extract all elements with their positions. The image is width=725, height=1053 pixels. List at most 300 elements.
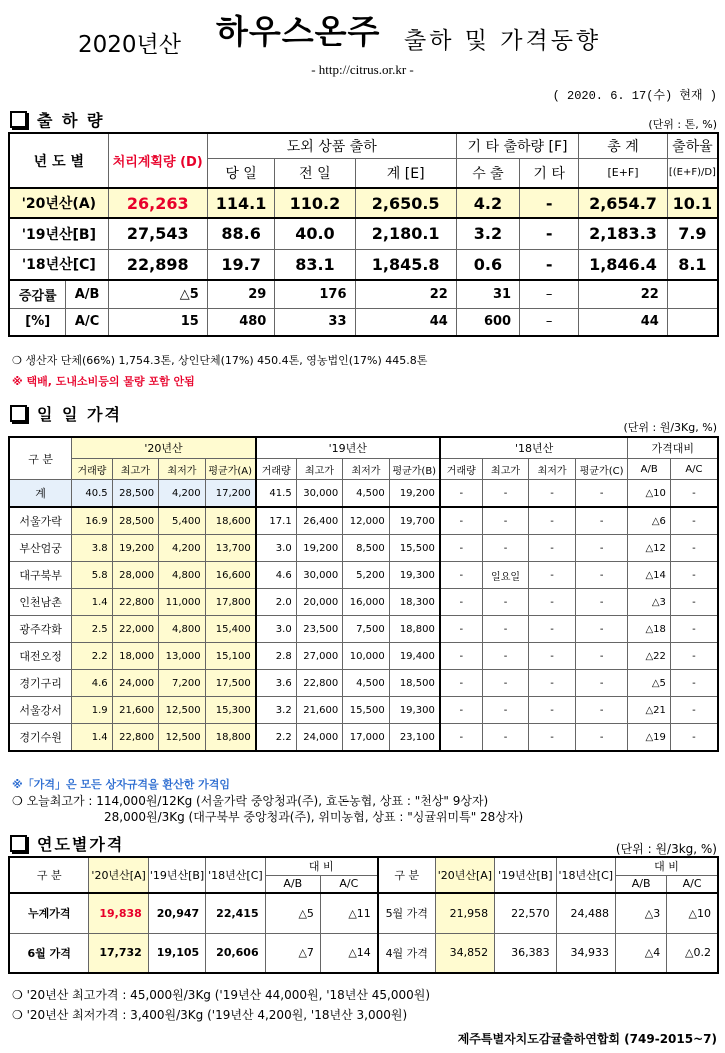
daily-note-3: 28,000원/3Kg (대구북부 중앙청과(주), 위미농협, 상표 : "싱귤위미특" 28상자) bbox=[104, 810, 524, 824]
price-cell: 4,500 bbox=[343, 480, 390, 508]
price-cell: 10,000 bbox=[343, 643, 390, 670]
section-daily-title: 일 일 가격 bbox=[10, 402, 122, 425]
price-cell: - bbox=[670, 480, 718, 508]
table-row bbox=[9, 480, 718, 508]
change-label: 증감률 bbox=[9, 280, 66, 308]
price-cell: 23,100 bbox=[389, 724, 440, 752]
change-plan: △5 bbox=[108, 280, 207, 308]
row-ab: △7 bbox=[265, 933, 320, 973]
price-cell: - bbox=[440, 480, 482, 508]
row-a-right: 34,852 bbox=[435, 933, 494, 973]
row-plan: 22,898 bbox=[108, 249, 207, 280]
header-etc: 기 타 bbox=[520, 158, 579, 188]
header-export: 수 출 bbox=[456, 158, 519, 188]
price-cell: 22,000 bbox=[112, 616, 159, 643]
row-ab-right: △3 bbox=[616, 893, 667, 933]
price-cell: - bbox=[440, 697, 482, 724]
price-cell: 15,500 bbox=[343, 697, 390, 724]
table-row bbox=[9, 507, 718, 535]
row-today: 114.1 bbox=[207, 188, 275, 218]
price-cell: 3.2 bbox=[256, 697, 296, 724]
price-cell: 19,700 bbox=[389, 507, 440, 535]
price-cell: 5,400 bbox=[159, 507, 206, 535]
price-cell: 1.4 bbox=[72, 724, 112, 752]
table-row bbox=[9, 697, 718, 724]
row-ac: △14 bbox=[320, 933, 377, 973]
subheader-cell: 평균가(B) bbox=[389, 459, 440, 480]
table-row bbox=[9, 308, 718, 336]
checkbox-icon bbox=[10, 835, 27, 852]
price-cell: 17,000 bbox=[343, 724, 390, 752]
price-cell: - bbox=[482, 480, 529, 508]
row-c: 20,606 bbox=[206, 933, 265, 973]
price-cell: △18 bbox=[628, 616, 670, 643]
price-cell: 28,500 bbox=[112, 480, 159, 508]
row-c-right: 34,933 bbox=[556, 933, 615, 973]
price-cell: - bbox=[440, 670, 482, 697]
change-today: 29 bbox=[207, 280, 275, 308]
change-label: [%] bbox=[9, 308, 66, 336]
price-cell: 22,800 bbox=[112, 724, 159, 752]
price-cell: △6 bbox=[628, 507, 670, 535]
price-cell: - bbox=[670, 562, 718, 589]
yearly-note-2: ❍ '20년산 최저가격 : 3,400원/3Kg ('19년산 4,200원, '18년산 3,000원) bbox=[12, 1008, 408, 1022]
row-total: 1,845.8 bbox=[355, 249, 456, 280]
price-cell: 15,400 bbox=[205, 616, 256, 643]
price-cell: 7,500 bbox=[343, 616, 390, 643]
table-row bbox=[9, 724, 718, 752]
price-cell: △3 bbox=[628, 589, 670, 616]
price-cell: 26,400 bbox=[296, 507, 343, 535]
header-18-right: '18년산[C] bbox=[556, 857, 615, 893]
row-name: 부산엄궁 bbox=[9, 535, 72, 562]
header-plan: 처리계획량 (D) bbox=[108, 133, 207, 188]
header-grand: 총 계 bbox=[579, 133, 668, 158]
price-cell: 30,000 bbox=[296, 480, 343, 508]
change-rate bbox=[667, 308, 718, 336]
price-cell: 16,600 bbox=[205, 562, 256, 589]
row-b-right: 22,570 bbox=[495, 893, 556, 933]
price-cell: 4.6 bbox=[72, 670, 112, 697]
row-ac: △11 bbox=[320, 893, 377, 933]
row-b: 20,947 bbox=[148, 893, 205, 933]
header-compare: 대 비 bbox=[265, 857, 378, 875]
price-cell: 19,200 bbox=[389, 480, 440, 508]
price-cell: 30,000 bbox=[296, 562, 343, 589]
price-cell: 17,200 bbox=[205, 480, 256, 508]
footer-org: 제주특별자치도감귤출하연합회 (749-2015~7) bbox=[457, 1032, 717, 1046]
row-total: 2,650.5 bbox=[355, 188, 456, 218]
header-ac-right: A/C bbox=[667, 875, 718, 893]
price-cell: 2.2 bbox=[256, 724, 296, 752]
price-cell: 4,200 bbox=[159, 535, 206, 562]
price-cell: - bbox=[482, 589, 529, 616]
price-cell: - bbox=[575, 589, 628, 616]
price-cell: - bbox=[575, 507, 628, 535]
table-row bbox=[9, 218, 718, 249]
price-cell: - bbox=[575, 562, 628, 589]
header-18: '18년산 bbox=[440, 437, 628, 459]
price-cell: 1.9 bbox=[72, 697, 112, 724]
price-cell: 17.1 bbox=[256, 507, 296, 535]
price-cell: 24,000 bbox=[112, 670, 159, 697]
section-yearly-title: 연도별가격 bbox=[10, 832, 124, 855]
subheader-cell: A/C bbox=[670, 459, 718, 480]
price-cell: 17,500 bbox=[205, 670, 256, 697]
price-cell: - bbox=[575, 616, 628, 643]
header-grand-sub: [E+F] bbox=[579, 158, 668, 188]
price-cell: - bbox=[440, 724, 482, 752]
price-cell: 20,000 bbox=[296, 589, 343, 616]
row-c: 22,415 bbox=[206, 893, 265, 933]
price-cell: 19,200 bbox=[112, 535, 159, 562]
price-cell: △19 bbox=[628, 724, 670, 752]
row-name: 대전오정 bbox=[9, 643, 72, 670]
price-cell: - bbox=[575, 697, 628, 724]
checkbox-icon bbox=[10, 405, 27, 422]
row-total: 2,180.1 bbox=[355, 218, 456, 249]
price-cell: 41.5 bbox=[256, 480, 296, 508]
price-cell: 8,500 bbox=[343, 535, 390, 562]
table-row bbox=[9, 589, 718, 616]
price-cell: 16.9 bbox=[72, 507, 112, 535]
change-etc: – bbox=[520, 280, 579, 308]
change-total: 22 bbox=[355, 280, 456, 308]
subheader-cell: 최저가 bbox=[343, 459, 390, 480]
price-cell: 2.8 bbox=[256, 643, 296, 670]
subheader-cell: 최고가 bbox=[296, 459, 343, 480]
row-prev: 40.0 bbox=[275, 218, 355, 249]
yearly-price-table bbox=[8, 856, 719, 974]
price-cell: - bbox=[440, 616, 482, 643]
site-url: - http://citrus.or.kr - bbox=[311, 62, 414, 77]
section-yearly-unit: (단위 : 원/3kg, %) bbox=[615, 842, 717, 856]
price-cell: 2.0 bbox=[256, 589, 296, 616]
price-cell: - bbox=[670, 724, 718, 752]
price-cell: 일요일 bbox=[482, 562, 529, 589]
row-today: 19.7 bbox=[207, 249, 275, 280]
row-etc: - bbox=[520, 218, 579, 249]
price-cell: - bbox=[529, 535, 576, 562]
change-ac-label: A/C bbox=[66, 308, 108, 336]
price-cell: - bbox=[440, 589, 482, 616]
header-compare-right: 대 비 bbox=[616, 857, 719, 875]
price-cell: 18,000 bbox=[112, 643, 159, 670]
row-year: '19년산[B] bbox=[9, 218, 108, 249]
checkbox-icon bbox=[10, 111, 27, 128]
row-name-right: 5월 가격 bbox=[378, 893, 435, 933]
price-cell: - bbox=[670, 507, 718, 535]
price-cell: - bbox=[482, 670, 529, 697]
table-row bbox=[9, 562, 718, 589]
change-today: 480 bbox=[207, 308, 275, 336]
price-cell: 13,000 bbox=[159, 643, 206, 670]
table-row bbox=[9, 535, 718, 562]
price-cell: 5,200 bbox=[343, 562, 390, 589]
shipment-note-red: ※ 택배, 도내소비등의 물량 포함 안됨 bbox=[12, 375, 195, 388]
row-plan: 27,543 bbox=[108, 218, 207, 249]
table-row bbox=[9, 670, 718, 697]
price-cell: - bbox=[529, 697, 576, 724]
change-grand: 22 bbox=[579, 280, 668, 308]
header-compare: 가격대비 bbox=[628, 437, 718, 459]
price-cell: 22,800 bbox=[112, 589, 159, 616]
subheader-cell: 최저가 bbox=[529, 459, 576, 480]
price-cell: 18,300 bbox=[389, 589, 440, 616]
price-cell: - bbox=[440, 643, 482, 670]
price-cell: - bbox=[529, 507, 576, 535]
row-c-right: 24,488 bbox=[556, 893, 615, 933]
row-grand: 1,846.4 bbox=[579, 249, 668, 280]
header-year: 년 도 별 bbox=[9, 133, 108, 188]
price-cell: 17,800 bbox=[205, 589, 256, 616]
shipment-table bbox=[8, 132, 719, 337]
price-cell: 12,500 bbox=[159, 697, 206, 724]
price-cell: - bbox=[529, 562, 576, 589]
price-cell: 24,000 bbox=[296, 724, 343, 752]
row-rate: 7.9 bbox=[667, 218, 718, 249]
row-plan: 26,263 bbox=[108, 188, 207, 218]
header-division: 구 분 bbox=[9, 857, 89, 893]
price-cell: 15,100 bbox=[205, 643, 256, 670]
price-cell: - bbox=[575, 724, 628, 752]
price-cell: - bbox=[670, 670, 718, 697]
subheader-cell: 거래량 bbox=[72, 459, 112, 480]
price-cell: 3.6 bbox=[256, 670, 296, 697]
price-cell: △14 bbox=[628, 562, 670, 589]
price-cell: - bbox=[529, 589, 576, 616]
header-ab: A/B bbox=[265, 875, 320, 893]
change-prev: 176 bbox=[275, 280, 355, 308]
header-division-right: 구 분 bbox=[378, 857, 435, 893]
shipment-note: ❍ 생산자 단체(66%) 1,754.3톤, 상인단체(17%) 450.4톤, 영농법인(17%) 445.8톤 bbox=[12, 354, 428, 367]
change-rate bbox=[667, 280, 718, 308]
price-cell: - bbox=[482, 643, 529, 670]
row-year: '20년산(A) bbox=[9, 188, 108, 218]
subheader-cell: 거래량 bbox=[440, 459, 482, 480]
header-rate: 출하율 bbox=[667, 133, 718, 158]
price-cell: - bbox=[529, 724, 576, 752]
row-etc: - bbox=[520, 249, 579, 280]
main-title: 하우스온주 bbox=[216, 12, 381, 51]
price-cell: - bbox=[670, 535, 718, 562]
header-20: '20년산 bbox=[72, 437, 256, 459]
daily-note-1: ※「가격」은 모든 상자규격을 환산한 가격임 bbox=[12, 778, 231, 791]
price-cell: 3.8 bbox=[72, 535, 112, 562]
row-today: 88.6 bbox=[207, 218, 275, 249]
header-19: '19년산[B] bbox=[148, 857, 205, 893]
price-cell: 12,500 bbox=[159, 724, 206, 752]
row-name: 6월 가격 bbox=[9, 933, 89, 973]
price-cell: △12 bbox=[628, 535, 670, 562]
price-cell: 11,000 bbox=[159, 589, 206, 616]
price-cell: 19,300 bbox=[389, 562, 440, 589]
subheader-cell: 최고가 bbox=[112, 459, 159, 480]
price-cell: 19,200 bbox=[296, 535, 343, 562]
price-cell: 3.0 bbox=[256, 535, 296, 562]
row-export: 4.2 bbox=[456, 188, 519, 218]
title-year: 2020년산 bbox=[78, 32, 181, 58]
price-cell: - bbox=[529, 670, 576, 697]
change-ab-label: A/B bbox=[66, 280, 108, 308]
row-name: 경기수원 bbox=[9, 724, 72, 752]
header-today: 당 일 bbox=[207, 158, 275, 188]
change-export: 600 bbox=[456, 308, 519, 336]
price-cell: 40.5 bbox=[72, 480, 112, 508]
price-cell: - bbox=[440, 562, 482, 589]
subheader-cell: 최저가 bbox=[159, 459, 206, 480]
price-cell: - bbox=[482, 507, 529, 535]
subheader-cell: A/B bbox=[628, 459, 670, 480]
header-ab-right: A/B bbox=[616, 875, 667, 893]
table-row bbox=[9, 933, 718, 973]
price-cell: 4,200 bbox=[159, 480, 206, 508]
price-cell: 5.8 bbox=[72, 562, 112, 589]
header-total-e: 계 [E] bbox=[355, 158, 456, 188]
price-cell: △22 bbox=[628, 643, 670, 670]
header-20-right: '20년산[A] bbox=[435, 857, 494, 893]
price-cell: 28,000 bbox=[112, 562, 159, 589]
table-row bbox=[9, 616, 718, 643]
row-rate: 8.1 bbox=[667, 249, 718, 280]
row-grand: 2,654.7 bbox=[579, 188, 668, 218]
header-other: 기 타 출하량 [F] bbox=[456, 133, 578, 158]
row-b: 19,105 bbox=[148, 933, 205, 973]
header-rate-sub: [(E+F)/D] bbox=[667, 158, 718, 188]
price-cell: 19,300 bbox=[389, 697, 440, 724]
sub-title: 출하 및 가격동향 bbox=[404, 28, 602, 54]
row-export: 3.2 bbox=[456, 218, 519, 249]
change-prev: 33 bbox=[275, 308, 355, 336]
price-cell: 12,000 bbox=[343, 507, 390, 535]
price-cell: 16,000 bbox=[343, 589, 390, 616]
row-b-right: 36,383 bbox=[495, 933, 556, 973]
header-prev: 전 일 bbox=[275, 158, 355, 188]
price-cell: - bbox=[575, 670, 628, 697]
row-name: 광주각화 bbox=[9, 616, 72, 643]
price-cell: - bbox=[575, 480, 628, 508]
row-name: 서울가락 bbox=[9, 507, 72, 535]
price-cell: - bbox=[670, 643, 718, 670]
row-export: 0.6 bbox=[456, 249, 519, 280]
header-outside: 도외 상품 출하 bbox=[207, 133, 456, 158]
price-cell: △5 bbox=[628, 670, 670, 697]
price-cell: - bbox=[575, 535, 628, 562]
row-a: 17,732 bbox=[89, 933, 148, 973]
row-ab-right: △4 bbox=[616, 933, 667, 973]
row-name: 인천남촌 bbox=[9, 589, 72, 616]
price-cell: 15,500 bbox=[389, 535, 440, 562]
change-grand: 44 bbox=[579, 308, 668, 336]
price-cell: 2.2 bbox=[72, 643, 112, 670]
subheader-cell: 거래량 bbox=[256, 459, 296, 480]
price-cell: 21,600 bbox=[112, 697, 159, 724]
row-name: 서울강서 bbox=[9, 697, 72, 724]
price-cell: 18,500 bbox=[389, 670, 440, 697]
price-cell: 28,500 bbox=[112, 507, 159, 535]
price-cell: 18,600 bbox=[205, 507, 256, 535]
price-cell: - bbox=[529, 643, 576, 670]
price-cell: - bbox=[670, 589, 718, 616]
change-etc: – bbox=[520, 308, 579, 336]
price-cell: - bbox=[575, 643, 628, 670]
header-18: '18년산[C] bbox=[206, 857, 265, 893]
price-cell: 4,500 bbox=[343, 670, 390, 697]
subheader-cell: 최고가 bbox=[482, 459, 529, 480]
price-cell: 4,800 bbox=[159, 562, 206, 589]
header-division: 구 분 bbox=[9, 437, 72, 480]
subheader-cell: 평균가(A) bbox=[205, 459, 256, 480]
price-cell: 7,200 bbox=[159, 670, 206, 697]
change-plan: 15 bbox=[108, 308, 207, 336]
price-cell: 22,800 bbox=[296, 670, 343, 697]
row-name: 누계가격 bbox=[9, 893, 89, 933]
header-ac: A/C bbox=[320, 875, 377, 893]
yearly-note-1: ❍ '20년산 최고가격 : 45,000원/3Kg ('19년산 44,000원, '18년산 45,000원) bbox=[12, 988, 431, 1002]
row-year: '18년산[C] bbox=[9, 249, 108, 280]
row-prev: 83.1 bbox=[275, 249, 355, 280]
row-name-right: 4월 가격 bbox=[378, 933, 435, 973]
row-grand: 2,183.3 bbox=[579, 218, 668, 249]
row-name: 계 bbox=[9, 480, 72, 508]
price-cell: - bbox=[482, 616, 529, 643]
price-cell: - bbox=[482, 724, 529, 752]
table-row bbox=[9, 280, 718, 308]
price-cell: △10 bbox=[628, 480, 670, 508]
table-row bbox=[9, 188, 718, 218]
header-19: '19년산 bbox=[256, 437, 440, 459]
price-cell: 23,500 bbox=[296, 616, 343, 643]
row-ac-right: △10 bbox=[667, 893, 718, 933]
table-row bbox=[9, 249, 718, 280]
price-cell: 18,800 bbox=[389, 616, 440, 643]
table-row bbox=[9, 893, 718, 933]
row-name: 대구북부 bbox=[9, 562, 72, 589]
section-shipment-title: 출 하 량 bbox=[10, 108, 105, 131]
daily-note-2: ❍ 오늘최고가 : 114,000원/12Kg (서울가락 중앙청과(주), 효돈농협, 상표 : "천상" 9상자) bbox=[12, 794, 489, 808]
price-cell: 27,000 bbox=[296, 643, 343, 670]
price-cell: - bbox=[440, 535, 482, 562]
section-shipment-unit: (단위 : 톤, %) bbox=[648, 118, 717, 131]
row-ac-right: △0.2 bbox=[667, 933, 718, 973]
price-cell: 18,800 bbox=[205, 724, 256, 752]
row-a: 19,838 bbox=[89, 893, 148, 933]
header-19-right: '19년산[B] bbox=[495, 857, 556, 893]
price-cell: - bbox=[440, 507, 482, 535]
price-cell: 3.0 bbox=[256, 616, 296, 643]
price-cell: - bbox=[482, 535, 529, 562]
row-etc: - bbox=[520, 188, 579, 218]
price-cell: 21,600 bbox=[296, 697, 343, 724]
table-row bbox=[9, 643, 718, 670]
change-export: 31 bbox=[456, 280, 519, 308]
section-daily-unit: (단위 : 원/3Kg, %) bbox=[623, 421, 717, 434]
subheader-cell: 평균가(C) bbox=[575, 459, 628, 480]
daily-price-table bbox=[8, 436, 719, 752]
price-cell: 4,800 bbox=[159, 616, 206, 643]
row-prev: 110.2 bbox=[275, 188, 355, 218]
price-cell: 1.4 bbox=[72, 589, 112, 616]
price-cell: - bbox=[482, 697, 529, 724]
price-cell: 15,300 bbox=[205, 697, 256, 724]
price-cell: △21 bbox=[628, 697, 670, 724]
price-cell: - bbox=[529, 616, 576, 643]
price-cell: 4.6 bbox=[256, 562, 296, 589]
price-cell: 19,400 bbox=[389, 643, 440, 670]
row-rate: 10.1 bbox=[667, 188, 718, 218]
price-cell: - bbox=[670, 697, 718, 724]
row-a-right: 21,958 bbox=[435, 893, 494, 933]
